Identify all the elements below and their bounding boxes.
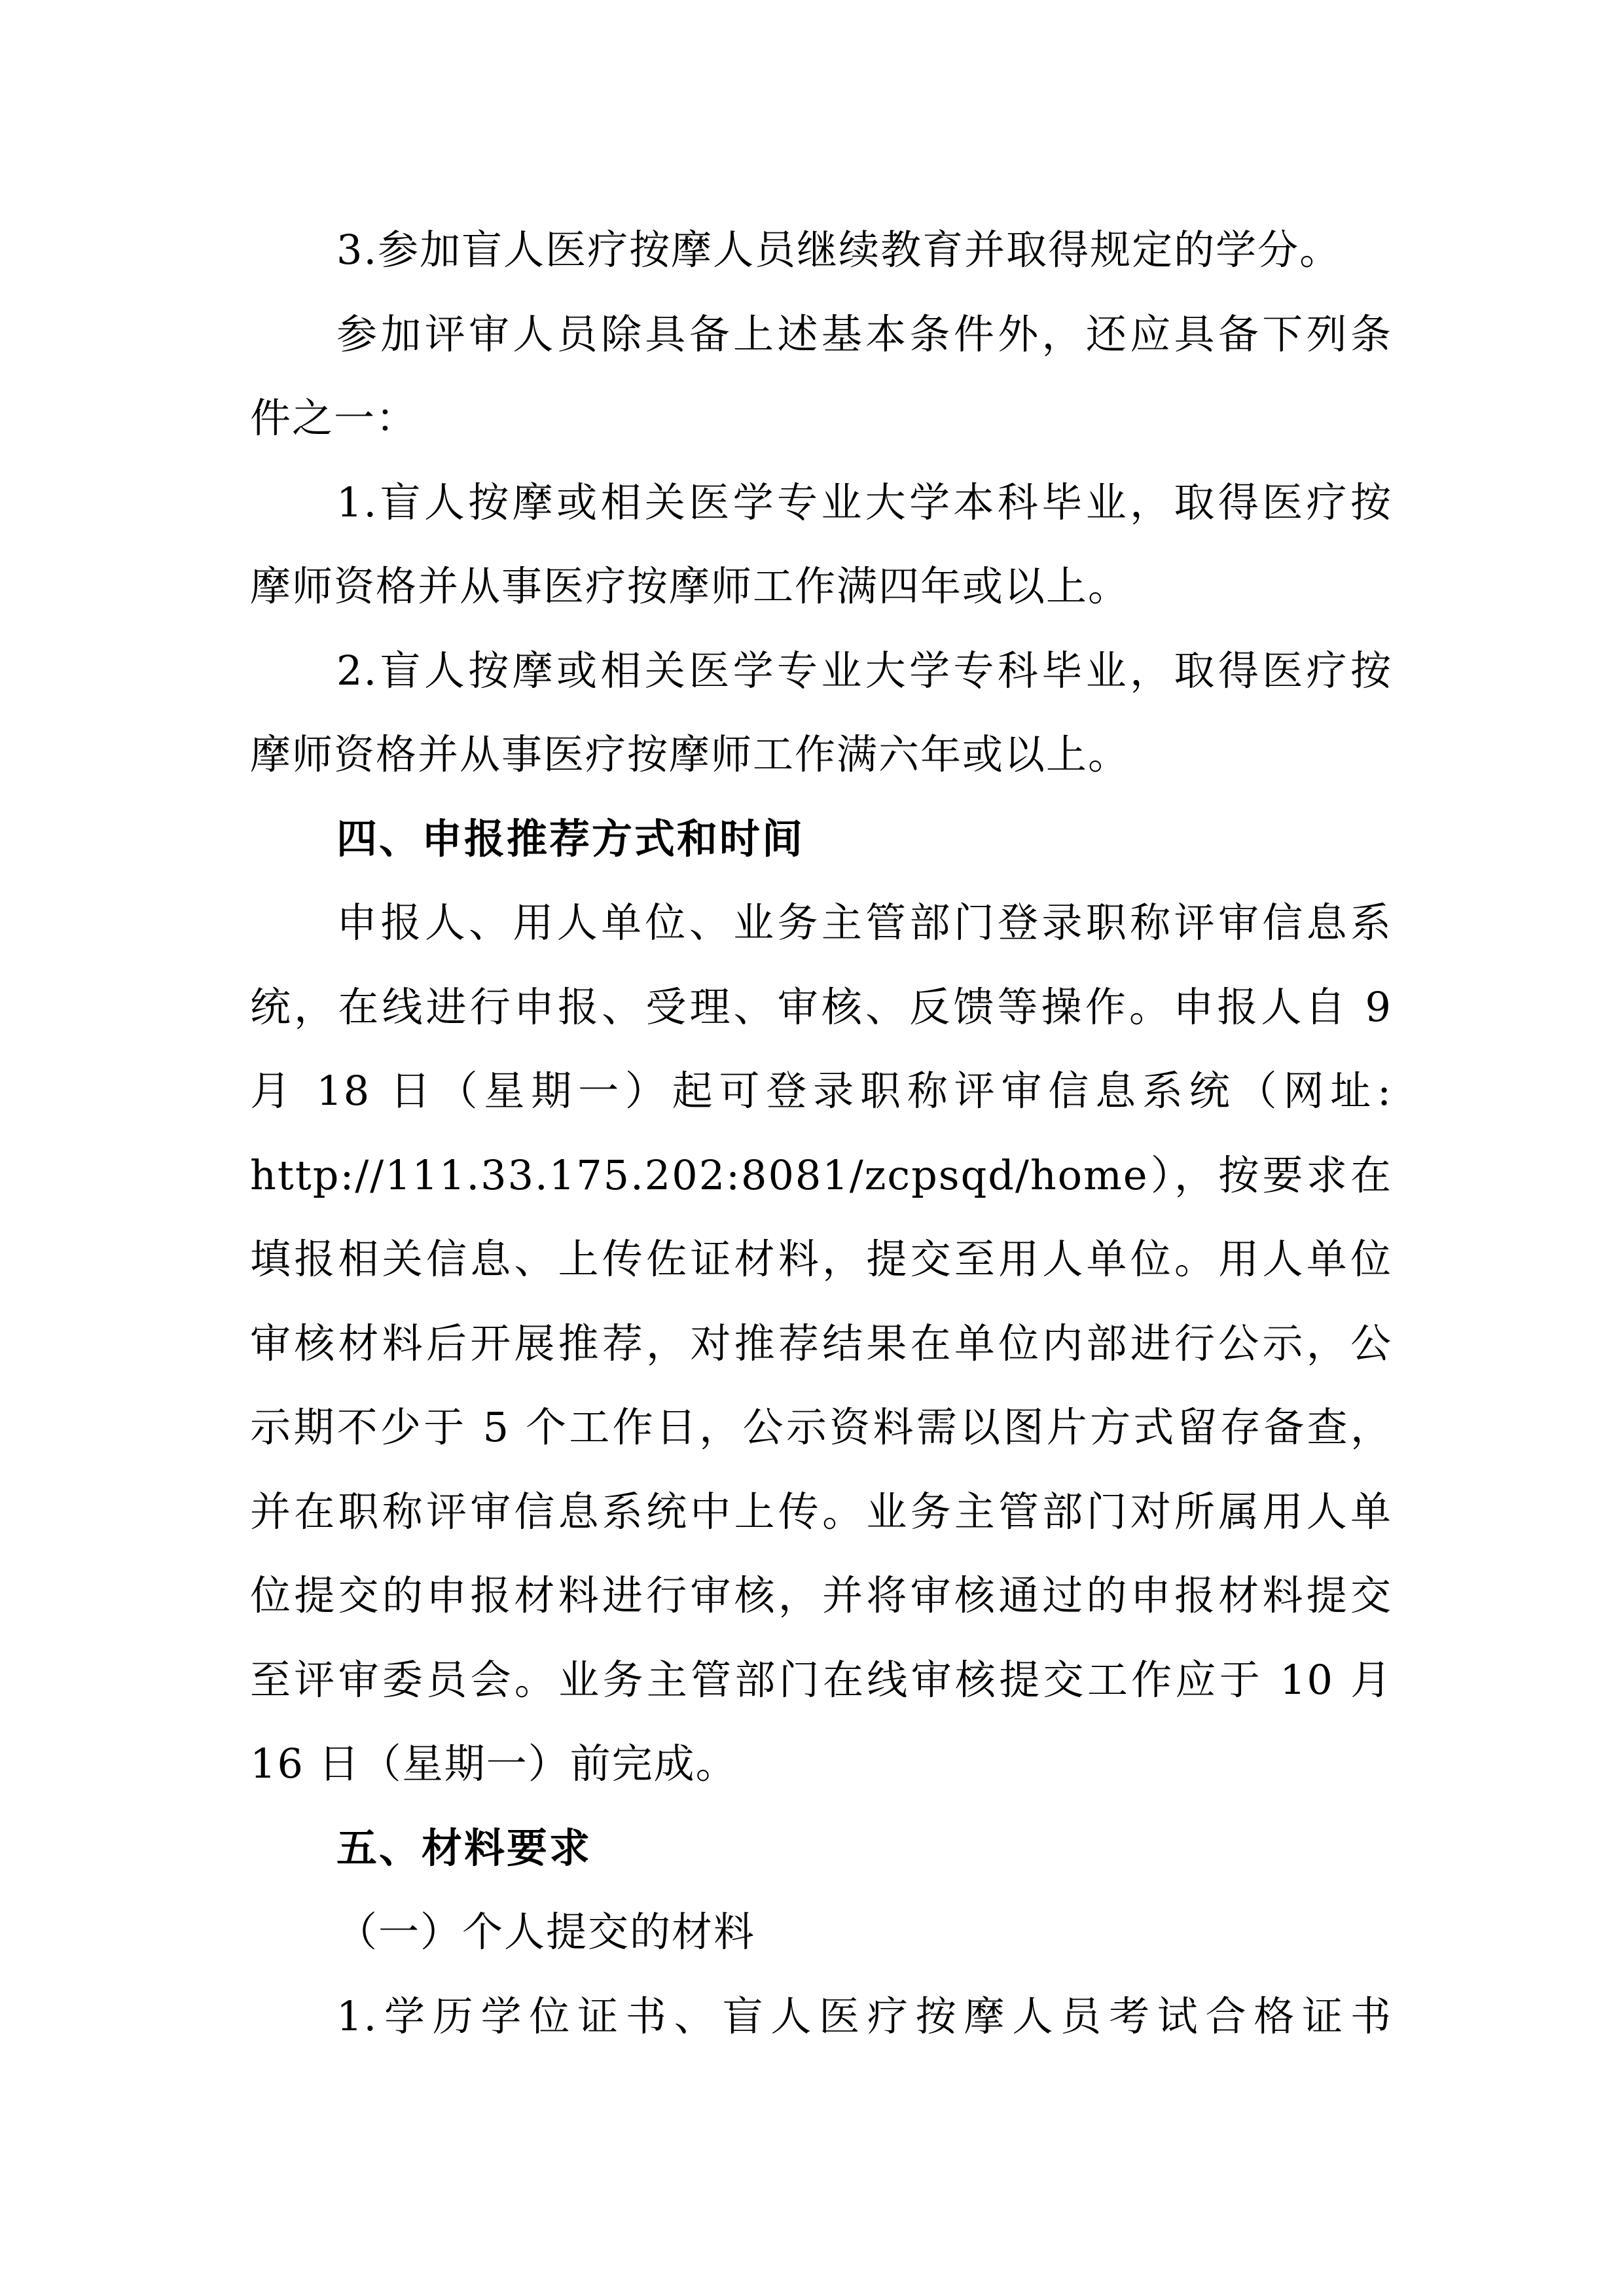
text-line: 参加评审人员除具备上述基本条件外，还应具备下列条 <box>336 310 1392 358</box>
text-line: 审核材料后开展推荐，对推荐结果在单位内部进行公示，公 <box>250 1319 1392 1367</box>
text-line: 并在职称评审信息系统中上传。业务主管部门对所属用人单 <box>250 1487 1392 1535</box>
text-line: 1.学历学位证书、盲人医疗按摩人员考试合格证书 <box>336 1992 1392 2040</box>
text-line: 填报相关信息、上传佐证材料，提交至用人单位。用人单位 <box>250 1235 1392 1283</box>
section-heading: 五、材料要求 <box>336 1823 592 1872</box>
text-line: 摩师资格并从事医疗按摩师工作满四年或以上。 <box>250 562 1130 610</box>
body-text <box>250 208 1392 2058</box>
text-line: 3.参加盲人医疗按摩人员继续教育并取得规定的学分。 <box>336 226 1342 274</box>
text-line: http://111.33.175.202:8081/zcpsqd/home），按要求在 <box>250 1151 1392 1199</box>
text-line: 摩师资格并从事医疗按摩师工作满六年或以上。 <box>250 730 1130 778</box>
text-line: （一）个人提交的材料 <box>336 1908 756 1956</box>
section-heading: 四、申报推荐方式和时间 <box>336 814 805 863</box>
text-line: 月 18 日（星期一）起可登录职称评审信息系统（网址: <box>250 1067 1392 1115</box>
text-line: 统，在线进行申报、受理、审核、反馈等操作。申报人自 9 <box>250 982 1392 1031</box>
text-line: 位提交的申报材料进行审核，并将审核通过的申报材料提交 <box>250 1571 1392 1619</box>
text-line: 申报人、用人单位、业务主管部门登录职称评审信息系 <box>336 899 1392 946</box>
text-line: 件之一： <box>250 394 418 442</box>
text-line: 示期不少于 5 个工作日，公示资料需以图片方式留存备查， <box>250 1403 1392 1451</box>
text-line: 至评审委员会。业务主管部门在线审核提交工作应于 10 月 <box>250 1655 1392 1704</box>
text-line: 16 日（星期一）前完成。 <box>250 1740 738 1787</box>
text-line: 2.盲人按摩或相关医学专业大学专科毕业，取得医疗按 <box>336 646 1392 694</box>
text-line: 1.盲人按摩或相关医学专业大学本科毕业，取得医疗按 <box>336 478 1392 526</box>
